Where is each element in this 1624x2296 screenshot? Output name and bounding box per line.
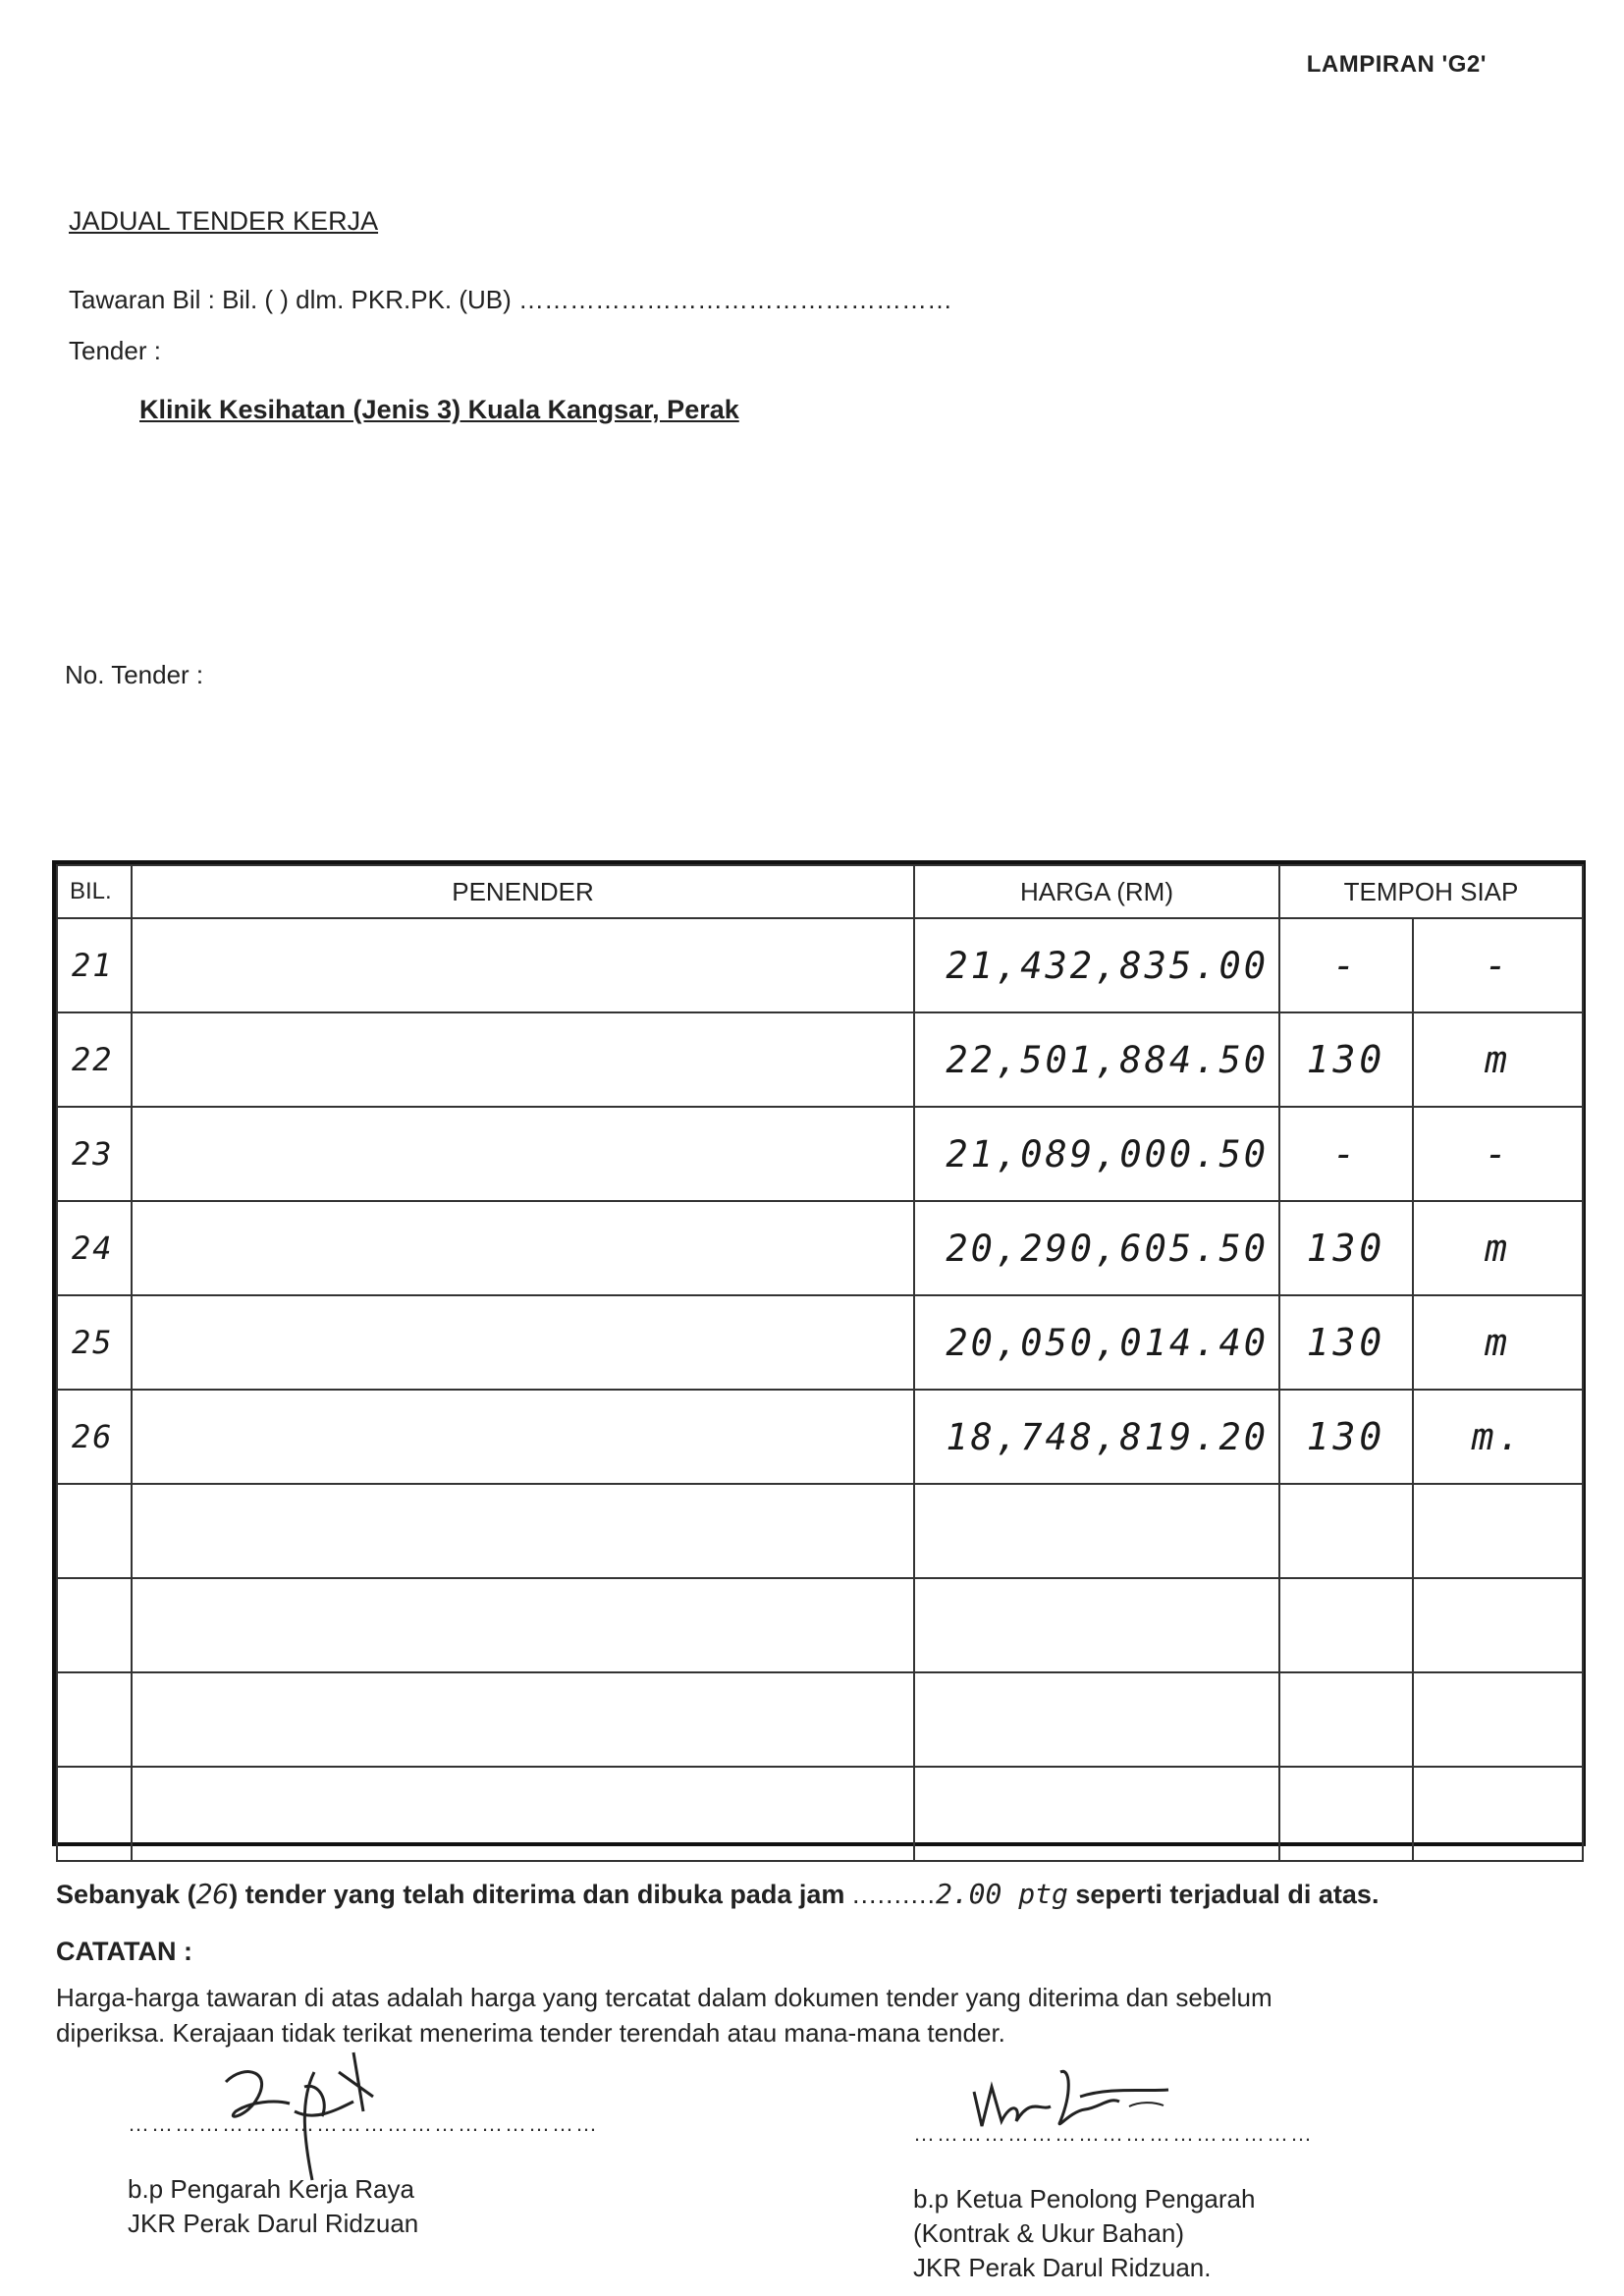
cell-penender [132, 1295, 914, 1390]
table-row [57, 1295, 1583, 1390]
cell-bil: 23 [57, 1107, 132, 1201]
header-harga: HARGA (RM) [914, 865, 1279, 918]
cell-bil: 25 [57, 1295, 132, 1390]
summary-suffix: seperti terjadual di atas. [1067, 1880, 1380, 1909]
table-row [57, 1201, 1583, 1295]
tender-table [52, 860, 1586, 1846]
cell-bil: 26 [57, 1390, 132, 1484]
cell-unit [1413, 1484, 1583, 1578]
cell-tempoh: 130 [1279, 1012, 1413, 1107]
table-row [57, 1484, 1583, 1578]
tawaran-bil: Tawaran Bil : Bil. ( ) dlm. PKR.PK. (UB) …………………………………………… [69, 285, 952, 314]
cell-penender [132, 1201, 914, 1295]
cell-tempoh: 130 [1279, 1390, 1413, 1484]
cell-bil: 22 [57, 1012, 132, 1107]
cell-harga: 22,501,884.50 [914, 1012, 1279, 1107]
cell-unit: m [1413, 1295, 1583, 1390]
summary-line [56, 1878, 1379, 1910]
cell-harga: 21,432,835.00 [914, 918, 1279, 1012]
header-tempoh-siap: TEMPOH SIAP [1279, 865, 1583, 918]
cell-harga [914, 1484, 1279, 1578]
cell-unit: - [1413, 918, 1583, 1012]
summary-middle: ) tender yang telah diterima dan dibuka pada jam [229, 1880, 852, 1909]
cell-penender [132, 1672, 914, 1767]
lampiran-label: LAMPIRAN 'G2' [1306, 51, 1487, 78]
cell-tempoh: - [1279, 918, 1413, 1012]
catatan-heading: CATATAN : [56, 1937, 192, 1966]
table-row [57, 918, 1583, 1012]
table-row [57, 1672, 1583, 1767]
cell-tempoh [1279, 1484, 1413, 1578]
cell-bil [57, 1484, 132, 1578]
cell-harga: 20,050,014.40 [914, 1295, 1279, 1390]
summary-time: 2.00 ptg [935, 1878, 1068, 1910]
right-signatory-line3: JKR Perak Darul Ridzuan. [913, 2253, 1212, 2282]
cell-unit [1413, 1578, 1583, 1672]
cell-penender [132, 1107, 914, 1201]
cell-unit: - [1413, 1107, 1583, 1201]
cell-bil: 21 [57, 918, 132, 1012]
no-tender-label: No. Tender : [65, 660, 204, 689]
cell-harga: 18,748,819.20 [914, 1390, 1279, 1484]
cell-tempoh [1279, 1767, 1413, 1861]
cell-harga: 20,290,605.50 [914, 1201, 1279, 1295]
summary-count: 26 [195, 1878, 230, 1910]
cell-harga [914, 1672, 1279, 1767]
cell-penender [132, 1767, 914, 1861]
right-signatory-line1: b.p Ketua Penolong Pengarah [913, 2184, 1256, 2214]
table-row [57, 1107, 1583, 1201]
header-bil: BIL. [57, 865, 132, 918]
right-signatory-line2: (Kontrak & Ukur Bahan) [913, 2218, 1185, 2248]
table-row [57, 1767, 1583, 1861]
catatan-text: Harga-harga tawaran di atas adalah harga yang tercatat dalam dokumen tender yang diterima dan sebelum diperiksa. Kerajaan tidak terikat menerima tender terendah atau mana-mana tender. [56, 1983, 1272, 2048]
cell-tempoh [1279, 1672, 1413, 1767]
cell-bil [57, 1672, 132, 1767]
cell-harga: 21,089,000.50 [914, 1107, 1279, 1201]
left-signature-line: …………………………………………………… [128, 2111, 599, 2136]
cell-unit [1413, 1767, 1583, 1861]
cell-penender [132, 1390, 914, 1484]
header-penender: PENENDER [132, 865, 914, 918]
cell-harga [914, 1767, 1279, 1861]
cell-penender [132, 918, 914, 1012]
cell-unit: m [1413, 1201, 1583, 1295]
left-signatory-line1: b.p Pengarah Kerja Raya [128, 2174, 414, 2204]
right-signature-line: …………………………………………… [913, 2121, 1314, 2146]
tender-label: Tender : [69, 336, 161, 365]
left-signatory-line2: JKR Perak Darul Ridzuan [128, 2209, 419, 2238]
summary-dots: .......... [851, 1880, 936, 1909]
table-row [57, 1390, 1583, 1484]
document-title: JADUAL TENDER KERJA [69, 206, 379, 236]
right-signatory [913, 2182, 1255, 2285]
cell-unit: m [1413, 1012, 1583, 1107]
cell-bil: 24 [57, 1201, 132, 1295]
cell-penender [132, 1012, 914, 1107]
table-row [57, 1012, 1583, 1107]
cell-bil [57, 1578, 132, 1672]
cell-penender [132, 1578, 914, 1672]
summary-prefix: Sebanyak ( [56, 1880, 196, 1909]
cell-tempoh: 130 [1279, 1201, 1413, 1295]
cell-bil [57, 1767, 132, 1861]
left-signatory [128, 2172, 418, 2241]
cell-tempoh: - [1279, 1107, 1413, 1201]
cell-unit: m. [1413, 1390, 1583, 1484]
table-header-row [57, 865, 1583, 918]
tender-name: Klinik Kesihatan (Jenis 3) Kuala Kangsar, Perak [139, 395, 739, 424]
cell-unit [1413, 1672, 1583, 1767]
table-row [57, 1578, 1583, 1672]
cell-tempoh [1279, 1578, 1413, 1672]
cell-penender [132, 1484, 914, 1578]
cell-harga [914, 1578, 1279, 1672]
cell-tempoh: 130 [1279, 1295, 1413, 1390]
